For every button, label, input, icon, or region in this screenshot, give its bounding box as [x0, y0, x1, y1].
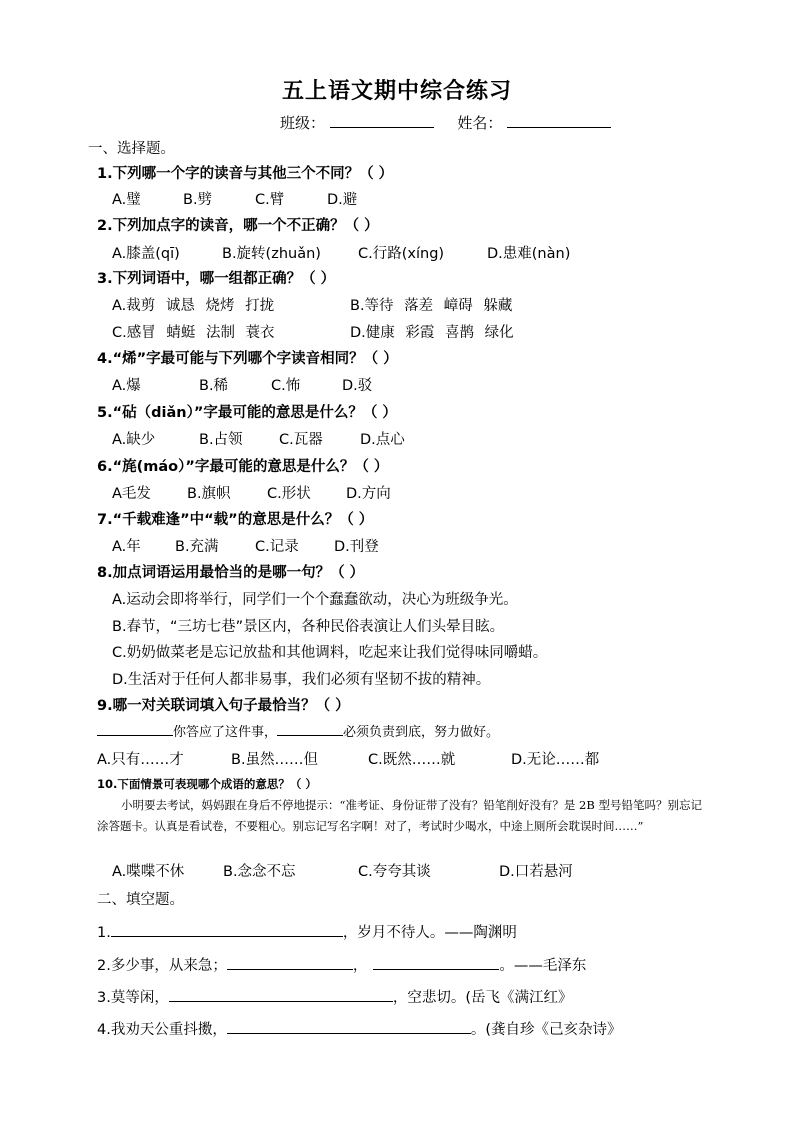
q5-option-d: D.点心	[360, 432, 405, 448]
q9-sentence	[97, 721, 499, 740]
name-label: 姓名：	[457, 114, 503, 132]
q3-option-c: C.感冒 蜻蜓 法制 蓑衣	[112, 325, 275, 341]
q8-option-d: D.生活对于任何人都非易事，我们必须有坚韧不拔的精神。	[112, 672, 491, 688]
fill-3-num: 3.莫等闲，	[97, 990, 169, 1006]
q5-option-b: B.占领	[199, 432, 243, 448]
q7-option-a: A.年	[112, 539, 141, 555]
q10-option-b: B.念念不忘	[223, 864, 296, 880]
q9-blank-2[interactable]	[277, 721, 343, 736]
q8-option-b: B.春节，“三坊七巷”景区内，各种民俗表演让人们头晕目眩。	[112, 619, 505, 635]
q1-option-c: C.臂	[255, 192, 285, 208]
q3-option-a: A.裁剪 诚恳 烧烤 打拢	[112, 298, 275, 314]
section2-heading: 二、填空题。	[97, 892, 184, 908]
fill-4-num: 4.我劝天公重抖擞，	[97, 1022, 227, 1038]
q9-sentence-part-a: 你答应了这件事，	[173, 725, 278, 740]
q1-option-b: B.劈	[183, 192, 213, 208]
name-blank[interactable]	[507, 113, 611, 128]
fill-2-tail: 。——毛泽东	[499, 958, 587, 974]
question-8: 8.加点词语运用最恰当的是哪一句？（ ）	[97, 565, 365, 581]
fill-1-blank[interactable]	[111, 922, 343, 937]
question-9: 9.哪一对关联词填入句子最恰当？（ ）	[97, 698, 350, 714]
q1-option-d: D.避	[327, 192, 358, 208]
fill-1-num: 1.	[97, 925, 111, 941]
q1-option-a: A.璧	[112, 192, 141, 208]
q10-option-c: C.夸夸其谈	[358, 864, 431, 880]
q3-option-d: D.健康 彩霞 喜鹊 绿化	[350, 325, 514, 341]
q2-option-d: D.患难(nàn)	[487, 246, 571, 262]
q5-option-c: C.瓦器	[279, 432, 323, 448]
class-blank[interactable]	[330, 113, 434, 128]
q10-option-d: D.口若悬河	[499, 864, 573, 880]
q2-option-b: B.旋转(zhuǎn)	[222, 246, 321, 262]
q3-option-b: B.等待 落差 嶂碍 躲藏	[350, 298, 513, 314]
class-label: 班级：	[280, 114, 326, 132]
q7-option-c: C.记录	[255, 539, 299, 555]
question-1: 1.下列哪一个字的读音与其他三个不同？（ ）	[97, 166, 394, 182]
question-2: 2.下列加点字的读音，哪一个不正确？（ ）	[97, 218, 379, 234]
q10-story: 小明要去考试，妈妈跟在身后不停地提示：“准考证、身份证带了没有？铅笔削好没有？是 2B 型号铅笔吗？别忘记涂答题卡。认真是看试卷，不要粗心。别忘记写名字啊！对了，考试时少喝水，中途上厕所会耽误时间……”	[97, 798, 702, 833]
q5-option-a: A.缺少	[112, 432, 156, 448]
q8-option-a: A.运动会即将举行，同学们一个个蠢蠢欲动，决心为班级争光。	[112, 592, 518, 608]
question-3: 3.下列词语中，哪一组都正确？（ ）	[97, 271, 336, 287]
q9-option-c: C.既然……就	[368, 752, 456, 768]
question-5: 5.“砧（diǎn）”字最可能的意思是什么？（ ）	[97, 405, 397, 421]
q8-option-c: C.奶奶做菜老是忘记放盐和其他调料，吃起来让我们觉得味同嚼蜡。	[112, 645, 548, 661]
fill-2-blank-1[interactable]	[227, 955, 353, 970]
q6-option-c: C.形状	[267, 486, 311, 502]
q6-option-a: A毛发	[112, 486, 151, 502]
fill-3-tail: ，空悲切。(岳飞《满江红》	[392, 990, 573, 1006]
fill-item-4	[97, 1018, 622, 1039]
q2-option-a: A.膝盖(qī)	[112, 246, 180, 262]
question-6: 6.“旄(máo）”字最可能的意思是什么？（ ）	[97, 459, 389, 475]
fill-2-num: 2.多少事，从来急；	[97, 958, 227, 974]
q9-option-a: A.只有……才	[97, 752, 184, 768]
q2-option-c: C.行路(xíng)	[358, 246, 445, 262]
q4-option-d: D.驳	[342, 378, 373, 394]
student-info	[280, 112, 611, 133]
q10-option-a: A.喋喋不休	[112, 864, 185, 880]
q6-option-b: B.旗帜	[187, 486, 231, 502]
fill-2-blank-2[interactable]	[373, 955, 499, 970]
fill-4-tail: 。(龚自珍《己亥杂诗》	[470, 1022, 622, 1038]
fill-2-mid: ，	[352, 958, 368, 974]
q7-option-d: D.刊登	[334, 539, 379, 555]
fill-1-tail: ，岁月不待人。——陶渊明	[342, 925, 517, 941]
question-10: 10.下面情景可表现哪个成语的意思？（ ）	[97, 777, 317, 791]
section1-heading: 一、选择题。	[88, 141, 175, 157]
fill-item-3	[97, 986, 573, 1007]
q7-option-b: B.充满	[175, 539, 219, 555]
fill-item-2	[97, 954, 586, 975]
page-title: 五上语文期中综合练习	[281, 79, 512, 104]
q9-option-b: B.虽然……但	[231, 752, 319, 768]
q9-blank-1[interactable]	[97, 721, 173, 736]
q4-option-a: A.爆	[112, 378, 141, 394]
fill-item-1	[97, 921, 517, 942]
q6-option-d: D.方向	[346, 486, 391, 502]
question-4: 4.“烯”字最可能与下列哪个字读音相同？（ ）	[97, 351, 398, 367]
q4-option-c: C.怖	[271, 378, 301, 394]
fill-4-blank[interactable]	[227, 1019, 471, 1034]
question-7: 7.“千载难逢”中“载”的意思是什么？（ ）	[97, 512, 374, 528]
q9-sentence-part-b: 必须负责到底，努力做好。	[343, 725, 500, 740]
q4-option-b: B.稀	[199, 378, 229, 394]
fill-3-blank[interactable]	[169, 987, 393, 1002]
q9-option-d: D.无论……都	[511, 752, 600, 768]
